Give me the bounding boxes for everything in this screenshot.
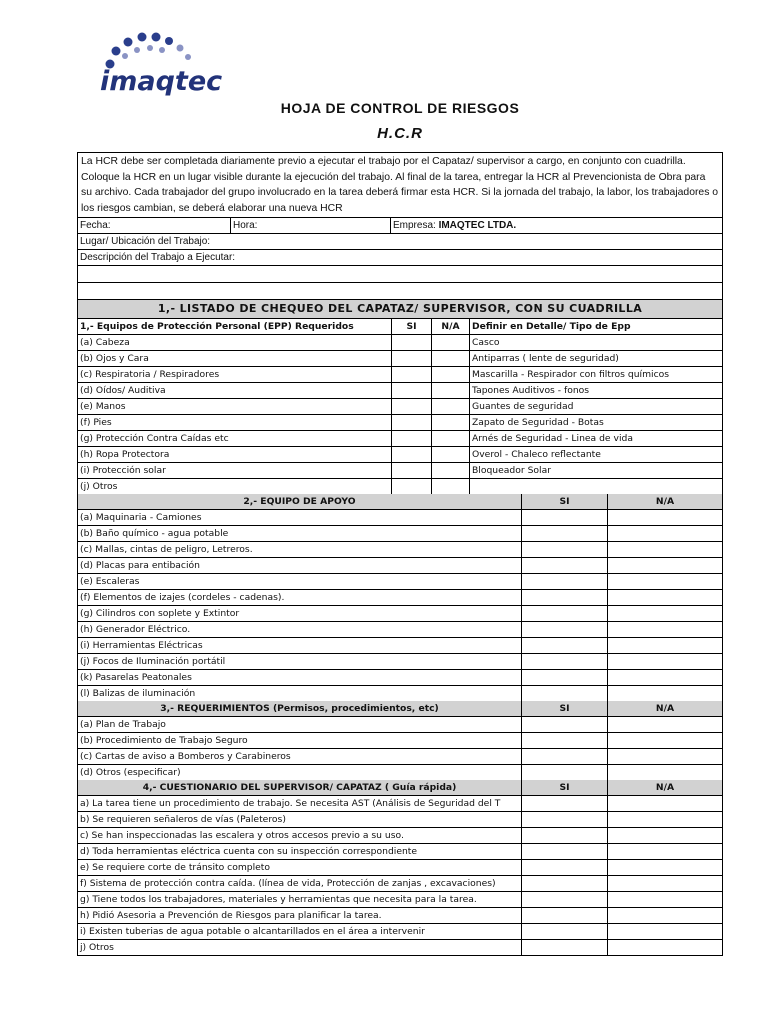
cuestionario-si-checkbox[interactable] (521, 796, 607, 811)
epp-na-checkbox[interactable] (431, 399, 469, 414)
requerimiento-row (78, 717, 722, 733)
requerimiento-item-label: (b) Procedimiento de Trabajo Seguro (80, 735, 248, 746)
instructions-text: La HCR debe ser completada diariamente previo a ejecutar el trabajo por el Capataz/ supervisor a cargo, en conjunto con cuadrilla. Coloque la HCR en un lugar visible durante la ejecución del trabajo. Al final de la tarea, entregar la HCR al Prevencionista de Obra para su archivo. Cada trabajador del grupo involucrado en la tarea deberá firmar esta HCR. Si la jornada del trabajo, la labor, los trabajadores o los riesgos cambian, se deberá elaborar una nueva HCR (78, 153, 722, 218)
requerimiento-item-label: (c) Cartas de aviso a Bomberos y Carabineros (80, 751, 291, 762)
epp-item-label: (a) Cabeza (80, 337, 130, 348)
equipo-na-checkbox[interactable] (607, 654, 722, 669)
descripcion-blank-1[interactable] (78, 266, 722, 283)
epp-detail-field[interactable]: Zapato de Seguridad - Botas (469, 415, 722, 430)
epp-row (78, 335, 722, 351)
cuestionario-row (78, 876, 722, 892)
cuestionario-na-checkbox[interactable] (607, 796, 722, 811)
section4-na-header: N/A (607, 780, 722, 795)
equipo-row (78, 558, 722, 574)
cuestionario-item-label: a) La tarea tiene un procedimiento de trabajo. Se necesita AST (Análisis de Seguridad del T (80, 798, 501, 809)
epp-row (78, 351, 722, 367)
epp-na-checkbox[interactable] (431, 463, 469, 478)
equipo-row (78, 590, 722, 606)
section3-si-header: SI (521, 701, 607, 716)
epp-row (78, 383, 722, 399)
equipo-item-label: (i) Herramientas Eléctricas (80, 640, 203, 651)
equipo-row (78, 686, 722, 701)
cuestionario-si-checkbox[interactable] (521, 844, 607, 859)
epp-si-checkbox[interactable] (391, 415, 431, 430)
epp-detail-field[interactable]: Guantes de seguridad (469, 399, 722, 414)
empresa-value: IMAQTEC LTDA. (438, 220, 517, 231)
requerimiento-na-checkbox[interactable] (607, 717, 722, 732)
equipo-si-checkbox[interactable] (521, 638, 607, 653)
cuestionario-item-label: j) Otros (80, 942, 114, 953)
equipo-si-checkbox[interactable] (521, 622, 607, 637)
epp-na-checkbox[interactable] (431, 383, 469, 398)
equipo-item-label: (c) Mallas, cintas de peligro, Letreros. (80, 544, 253, 555)
descripcion-row (78, 250, 722, 266)
equipo-si-checkbox[interactable] (521, 510, 607, 525)
requerimientos-table-body (78, 717, 722, 780)
cuestionario-item-label: b) Se requieren señaleros de vías (Paleteros) (80, 814, 286, 825)
equipo-row (78, 606, 722, 622)
section2-na-header: N/A (607, 494, 722, 509)
cuestionario-row (78, 924, 722, 940)
cuestionario-na-checkbox[interactable] (607, 940, 722, 955)
epp-detail-field[interactable]: Casco (469, 335, 722, 350)
epp-na-checkbox[interactable] (431, 351, 469, 366)
equipo-row (78, 670, 722, 686)
epp-item-label: (j) Otros (80, 481, 118, 492)
cuestionario-na-checkbox[interactable] (607, 892, 722, 907)
epp-si-checkbox[interactable] (391, 335, 431, 350)
cuestionario-na-checkbox[interactable] (607, 812, 722, 827)
equipo-item-label: (j) Focos de Iluminación portátil (80, 656, 226, 667)
cuestionario-si-checkbox[interactable] (521, 876, 607, 891)
epp-si-checkbox[interactable] (391, 463, 431, 478)
cuestionario-row (78, 844, 722, 860)
cuestionario-item-label: g) Tiene todos los trabajadores, materiales y herramientas que necesita para la tarea. (80, 894, 477, 905)
requerimiento-si-checkbox[interactable] (521, 733, 607, 748)
cuestionario-na-checkbox[interactable] (607, 860, 722, 875)
equipo-si-checkbox[interactable] (521, 686, 607, 701)
epp-item-label: (d) Oídos/ Auditiva (80, 385, 166, 396)
section1-columns (78, 319, 722, 335)
empresa-field[interactable] (390, 218, 722, 233)
equipo-row (78, 622, 722, 638)
equipo-item-label: (l) Balizas de iluminación (80, 688, 196, 699)
cuestionario-si-checkbox[interactable] (521, 828, 607, 843)
cuestionario-row (78, 908, 722, 924)
section3-title: 3,- REQUERIMIENTOS (Permisos, procedimientos, etc) (78, 701, 521, 716)
epp-na-checkbox[interactable] (431, 431, 469, 446)
equipo-row (78, 574, 722, 590)
epp-item-label: (e) Manos (80, 401, 126, 412)
epp-detail-field[interactable]: Bloqueador Solar (469, 463, 722, 478)
document-subtitle: H.C.R (377, 125, 423, 142)
hora-field[interactable]: Hora: (230, 218, 390, 233)
equipo-na-checkbox[interactable] (607, 526, 722, 541)
equipo-row (78, 542, 722, 558)
epp-row (78, 431, 722, 447)
section3-na-header: N/A (607, 701, 722, 716)
cuestionario-na-checkbox[interactable] (607, 908, 722, 923)
risk-control-form (77, 152, 723, 956)
cuestionario-si-checkbox[interactable] (521, 940, 607, 955)
epp-item-label: (b) Ojos y Cara (80, 353, 149, 364)
epp-detail-field[interactable]: Mascarilla - Respirador con filtros químicos (469, 367, 722, 382)
equipo-na-checkbox[interactable] (607, 542, 722, 557)
equipo-row (78, 526, 722, 542)
epp-na-checkbox[interactable] (431, 447, 469, 462)
equipo-item-label: (d) Placas para entibación (80, 560, 200, 571)
equipo-si-checkbox[interactable] (521, 606, 607, 621)
equipo-item-label: (b) Baño químico - agua potable (80, 528, 229, 539)
epp-si-checkbox[interactable] (391, 383, 431, 398)
logo-wordmark: imaqtec (100, 66, 223, 97)
epp-na-checkbox[interactable] (431, 367, 469, 382)
epp-row (78, 415, 722, 431)
epp-item-label: (c) Respiratoria / Respiradores (80, 369, 220, 380)
cuestionario-si-checkbox[interactable] (521, 892, 607, 907)
section2-title: 2,- EQUIPO DE APOYO (78, 494, 521, 509)
cuestionario-si-checkbox[interactable] (521, 908, 607, 923)
requerimiento-row (78, 733, 722, 749)
descripcion-blank-2[interactable] (78, 283, 722, 300)
na-column-header: N/A (431, 319, 469, 334)
epp-detail-field[interactable] (469, 479, 722, 494)
requerimiento-na-checkbox[interactable] (607, 765, 722, 780)
epp-si-checkbox[interactable] (391, 431, 431, 446)
equipo-na-checkbox[interactable] (607, 606, 722, 621)
section4-title: 4,- CUESTIONARIO DEL SUPERVISOR/ CAPATAZ ( Guía rápida) (78, 780, 521, 795)
epp-si-checkbox[interactable] (391, 447, 431, 462)
epp-row (78, 367, 722, 383)
epp-si-checkbox[interactable] (391, 399, 431, 414)
equipo-si-checkbox[interactable] (521, 542, 607, 557)
cuestionario-si-checkbox[interactable] (521, 812, 607, 827)
cuestionario-si-checkbox[interactable] (521, 860, 607, 875)
empresa-label: Empresa: (393, 220, 436, 231)
cuestionario-item-label: i) Existen tuberias de agua potable o alcantarillados en el área a intervenir (80, 926, 425, 937)
equipo-row (78, 638, 722, 654)
equipo-row (78, 510, 722, 526)
requerimiento-na-checkbox[interactable] (607, 733, 722, 748)
equipo-na-checkbox[interactable] (607, 574, 722, 589)
section4-si-header: SI (521, 780, 607, 795)
cuestionario-si-checkbox[interactable] (521, 924, 607, 939)
requerimiento-row (78, 749, 722, 765)
epp-row (78, 399, 722, 415)
epp-na-checkbox[interactable] (431, 415, 469, 430)
requerimiento-si-checkbox[interactable] (521, 765, 607, 780)
epp-row (78, 463, 722, 479)
epp-si-checkbox[interactable] (391, 367, 431, 382)
requerimiento-item-label: (d) Otros (especificar) (80, 767, 181, 778)
section3-header (78, 701, 722, 717)
cuestionario-item-label: f) Sistema de protección contra caída. (línea de vida, Protección de zanjas , excavaciones) (80, 878, 496, 889)
epp-na-checkbox[interactable] (431, 479, 469, 494)
equipo-item-label: (f) Elementos de izajes (cordeles - cadenas). (80, 592, 285, 603)
equipo-na-checkbox[interactable] (607, 638, 722, 653)
section1-title: 1,- LISTADO DE CHEQUEO DEL CAPATAZ/ SUPERVISOR, CON SU CUADRILLA (78, 300, 722, 318)
cuestionario-row (78, 892, 722, 908)
equipo-na-checkbox[interactable] (607, 558, 722, 573)
epp-row (78, 479, 722, 494)
equipo-na-checkbox[interactable] (607, 622, 722, 637)
section1-header (78, 300, 722, 319)
si-column-header: SI (391, 319, 431, 334)
equipo-item-label: (g) Cilindros con soplete y Extintor (80, 608, 240, 619)
cuestionario-row (78, 940, 722, 955)
cuestionario-table-body (78, 796, 722, 955)
equipo-na-checkbox[interactable] (607, 590, 722, 605)
section2-si-header: SI (521, 494, 607, 509)
cuestionario-item-label: c) Se han inspeccionadas las escalera y otros accesos previo a su uso. (80, 830, 404, 841)
cuestionario-na-checkbox[interactable] (607, 876, 722, 891)
equipo-item-label: (h) Generador Eléctrico. (80, 624, 191, 635)
section4-header (78, 780, 722, 796)
requerimiento-item-label: (a) Plan de Trabajo (80, 719, 166, 730)
equipo-si-checkbox[interactable] (521, 526, 607, 541)
equipo-apoyo-table-body (78, 510, 722, 701)
cuestionario-item-label: h) Pidió Asesoria a Prevención de Riesgos para planificar la tarea. (80, 910, 382, 921)
epp-item-label: (h) Ropa Protectora (80, 449, 170, 460)
epp-detail-field[interactable]: Arnés de Seguridad - Linea de vida (469, 431, 722, 446)
equipo-na-checkbox[interactable] (607, 686, 722, 701)
cuestionario-row (78, 860, 722, 876)
lugar-row (78, 234, 722, 250)
equipo-na-checkbox[interactable] (607, 510, 722, 525)
descripcion-field[interactable]: Descripción del Trabajo a Ejecutar: (80, 252, 236, 263)
epp-detail-field[interactable]: Tapones Auditivos - fonos (469, 383, 722, 398)
equipo-item-label: (a) Maquinaria - Camiones (80, 512, 202, 523)
requerimiento-row (78, 765, 722, 780)
date-time-company-row (78, 218, 722, 234)
equipo-item-label: (e) Escaleras (80, 576, 140, 587)
definir-column-header: Definir en Detalle/ Tipo de Epp (469, 319, 722, 334)
epp-table-body (78, 335, 722, 494)
epp-detail-field[interactable]: Antiparras ( lente de seguridad) (469, 351, 722, 366)
cuestionario-row (78, 828, 722, 844)
cuestionario-na-checkbox[interactable] (607, 828, 722, 843)
requerimiento-si-checkbox[interactable] (521, 749, 607, 764)
cuestionario-item-label: e) Se requiere corte de tránsito completo (80, 862, 271, 873)
epp-si-checkbox[interactable] (391, 479, 431, 494)
epp-detail-field[interactable]: Overol - Chaleco reflectante (469, 447, 722, 462)
cuestionario-na-checkbox[interactable] (607, 844, 722, 859)
equipo-si-checkbox[interactable] (521, 574, 607, 589)
requerimiento-na-checkbox[interactable] (607, 749, 722, 764)
epp-na-checkbox[interactable] (431, 335, 469, 350)
requerimiento-si-checkbox[interactable] (521, 717, 607, 732)
epp-item-label: (i) Protección solar (80, 465, 166, 476)
cuestionario-row (78, 812, 722, 828)
epp-column-header: 1,- Equipos de Protección Personal (EPP) Requeridos (80, 321, 354, 332)
cuestionario-row (78, 796, 722, 812)
epp-item-label: (g) Protección Contra Caídas etc (80, 433, 229, 444)
equipo-si-checkbox[interactable] (521, 654, 607, 669)
epp-row (78, 447, 722, 463)
section2-header (78, 494, 722, 510)
epp-si-checkbox[interactable] (391, 351, 431, 366)
equipo-si-checkbox[interactable] (521, 590, 607, 605)
equipo-si-checkbox[interactable] (521, 670, 607, 685)
fecha-field[interactable]: Fecha: (80, 220, 111, 231)
equipo-si-checkbox[interactable] (521, 558, 607, 573)
equipo-row (78, 654, 722, 670)
company-logo (92, 28, 232, 98)
cuestionario-item-label: d) Toda herramientas eléctrica cuenta con su inspección correspondiente (80, 846, 418, 857)
document-title: HOJA DE CONTROL DE RIESGOS (280, 100, 520, 116)
epp-item-label: (f) Pies (80, 417, 112, 428)
equipo-item-label: (k) Pasarelas Peatonales (80, 672, 192, 683)
cuestionario-na-checkbox[interactable] (607, 924, 722, 939)
lugar-field[interactable]: Lugar/ Ubicación del Trabajo: (80, 236, 211, 247)
equipo-na-checkbox[interactable] (607, 670, 722, 685)
